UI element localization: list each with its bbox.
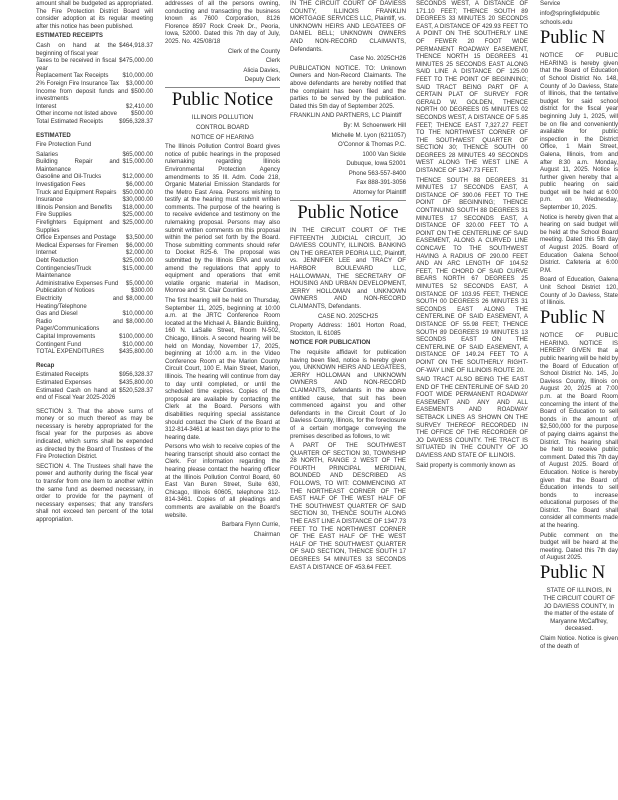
budget-line-label: Estimated Expenses <box>36 378 92 386</box>
budget-line-label: Estimated Cash on hand at end of Fiscal Year 2025-2026 <box>36 386 117 402</box>
legal-description-cont-1: SECONDS WEST, A DISTANCE OF 171.10 FEET; THENCE SOUTH 89 DEGREES 33 MINUTES 20 SECONDS EAST, A DISTANCE OF 429.93 FEET TO A POINT ON THE SOUTHERLY LINE OF FEWER 20 FOOT WIDE PERMANENT ROADWAY EASEMENT, THENCE NORTH 15 DEGREES 41 MINUTES 25 SECONDS EAST ALONG SAID LINE A DISTANCE OF 125.00 FEET TO THE POINT OF BEGINNING; SAID TRACT BEING PART OF A CERTAIN PLAT OF SURVEY FOR GERALD W. GOLDEN, THENCE NORTH 00 DEGREES 05 MINUTES 02 SECONDS WEST, A DISTANCE OF 5.85 FEET; THENCE EAST 7,327.27 FEET TO THE NORTHWEST CORNER OF THE SOUTHWEST QUARTER OF SECTION 30; THENCE SOUTH 00 DEGREES 28 MINUTES 49 SECONDS WEST ALONG THE WEST LINE A DISTANCE OF 1347.73 FEET. <box>416 0 528 175</box>
budget-line-label: Electricity and Heating/Telephone <box>36 294 123 310</box>
case-caption-2: IN THE CIRCUIT COURT OF THE FIFTEENTH JUDICIAL CIRCUIT, JO DAVIESS COUNTY, ILLINOIS. BANKING ON THE GREATER PEORIA LLC, Plaintiff, vs. JENNIFER LEE and TRACY OF HARBOR BOULEVARD LLC, HALLOWMAN, THE SECRETARY OF HOUSING AND URBAN DEVELOPMENT, JERRY HOLLOMAN and UNKNOWN OWNERS AND NON-RECORD CLAIMANTS, Defendants. <box>290 227 406 311</box>
chairman-title: Chairman <box>253 530 280 538</box>
budget-line-value: $12,000.00 <box>122 173 153 181</box>
budget-line <box>36 219 153 234</box>
budget-line <box>36 196 153 204</box>
budget-line-value: $65,000.00 <box>122 150 153 158</box>
property-address: Property Address: 1601 Horton Road, Stockton, IL 61085 <box>290 322 406 337</box>
budget-line-label: Truck and Equipment Repairs <box>36 188 117 196</box>
hearing-body-2: The first hearing will be held on Thursday, September 11, 2025, beginning at 10:00 a.m. at the JRTC Conference Room located at the Michael A. Bilandic Building, 160 N. LaSalle Street, Room N-502, Chicago, Illinois. A second hearing will be held on Monday, November 17, 2025, beginning at 10:00 a.m. in the Video Conference Room at the Marion County Circuit Court, 100 E. Main Street, Marion, Illinois. The hearing will continue from day to day until completed, or until the scheduled time expires. Copies of the proposal are available by contacting the Clerk at the Board. Persons with disabilities requiring special assistance should contact the Clerk of the Board at 312-814-3461 at least ten days prior to the hearing date. <box>165 297 280 441</box>
budget-line-label: Radio and Pager/Communications <box>36 317 123 333</box>
budget-line-label: Estimated Receipts <box>36 371 89 379</box>
budget-line-label: Internet <box>36 249 57 257</box>
budget-line <box>36 280 153 288</box>
budget-line-value: $956,328.37 <box>119 117 153 125</box>
budget-line-label: Interest <box>36 102 57 110</box>
hearing-body-1: The Illinois Pollution Control Board gives notice of public hearings in the proposed rulemaking regarding Illinois Environmental Protection Agency amendments to 35 Ill. Adm. Code 218, Organic Material Emission Standards for the Metro East Area. Persons wishing to testify at the hearing must submit written comments. The purpose of the hearing is to receive evidence and testimony on the rulemaking proposal. Persons may also submit written comments on this proposal within the period set forth by the Board. Those submitting comments should refer to Docket R25-6. The proposal was submitted by the Illinois EPA and would amend the regulations that apply to equipment and operations that emit volatile organic material in Madison, Monroe and St. Clair Counties. <box>165 143 280 295</box>
budget-line-value: $15,000.00 <box>122 158 153 166</box>
property-known-as: Said property is commonly known as <box>416 461 516 469</box>
deputy-title: Deputy Clerk <box>244 76 280 84</box>
budget-line-label: Capital Improvements <box>36 332 96 340</box>
budget-line-label: Fire Supplies <box>36 211 72 219</box>
budget-line-value: $500.00 <box>130 87 153 95</box>
public-notice-heading: Public Notice <box>171 89 274 110</box>
budget-line <box>36 249 153 257</box>
budget-line-value: $25,000.00 <box>122 211 153 219</box>
budget-line-value: $6,000.00 <box>125 181 153 189</box>
budget-line <box>36 371 153 379</box>
chairman-name: Barbara Flynn Currie, <box>221 521 280 529</box>
budget-line-value: $300.00 <box>130 287 153 295</box>
budget-line-value: $10,000.00 <box>122 72 153 80</box>
attorney-line-6: Fax 888-391-3056 <box>356 179 406 187</box>
budget-line-value: $500.00 <box>130 110 153 118</box>
budget-line-label: Building Repair and Maintenance <box>36 158 120 173</box>
budget-line-label: 2% Foreign Fire Insurance Tax <box>36 79 119 87</box>
estimated-title: ESTIMATED <box>36 131 71 139</box>
column-foreclosure-notice <box>290 0 406 800</box>
budget-line-value: $475,000.00 <box>119 57 153 65</box>
public-notice-heading-3: Public N <box>540 27 606 48</box>
budget-line-label: Contingent Fund <box>36 340 82 348</box>
publication-body: The requisite affidavit for publication having been filed, notice is hereby given you, UNKNOWN HEIRS AND LEGATEES, JERRY HOLLOMAN and UNKNOWN OWNERS AND NON-RECORD CLAIMANTS, defendants in the above entitled cause, that suit has been commenced against you and other defendants in the Circuit Court of Jo Daviess County, Illinois, for the foreclosure of a certain mortgage conveying the premises described as follows, to wit: <box>290 348 406 440</box>
budget-line <box>36 310 153 318</box>
budget-line-value: $6,000.00 <box>125 241 153 249</box>
budget-line-label: Publication of Notices <box>36 287 95 295</box>
bond-hearing-notice: NOTICE OF PUBLIC HEARING. NOTICE IS HEREBY GIVEN that a public hearing will be held by the Board of Education of School District No. 145, Jo Daviess County, Illinois on August 20, 2025 at 7:00 p.m. at the Board Room concerning the intent of the Board of Education to sell bonds in the amount of $2,500,000 for the purpose of paying claims against the District. This hearing shall be held to receive public comment. Dated this 7th day of August 2025. Board of Education. Notice is hereby given that the Board of Education intends to sell bonds to increase educational purposes of the District. The Board shall consider all comments made at the hearing. <box>540 332 618 530</box>
budget-line <box>36 110 153 118</box>
budget-intro: amount shall be budgeted as appropriated. The Fire Protection District Board will consider adoption at its regular meeting after this notice has been published. <box>36 0 153 30</box>
budget-line <box>36 387 153 402</box>
budget-line-value: $8,000.00 <box>125 317 153 325</box>
publication-notice-1: PUBLICATION NOTICE. TO: Unknown Owners and Non-Record Claimants. The above defendants are hereby notified that the complaint has been filed and the parties to be served by the publication. Dated this 5th day of September 2025. <box>290 64 406 110</box>
budget-line <box>36 204 153 212</box>
column-budget <box>36 0 153 800</box>
budget-line <box>36 181 153 189</box>
estimated-receipts-title: ESTIMATED RECEIPTS <box>36 32 103 40</box>
budget-line-value: $3,000.00 <box>125 79 153 87</box>
budget-line <box>36 72 153 80</box>
budget-line-label: Total Estimated Receipts <box>36 117 104 125</box>
budget-line <box>36 42 153 57</box>
budget-line-label: Replacement Tax Receipts <box>36 72 109 80</box>
budget-line-label: Administrative Expenses Fund <box>36 279 119 287</box>
budget-line-label: Office Expenses and Postage <box>36 234 117 242</box>
budget-line <box>36 88 153 103</box>
budget-line-label: Gasoline and Oil-Trucks <box>36 173 102 181</box>
budget-line <box>36 242 153 250</box>
budget-line <box>36 348 153 356</box>
budget-line-label: Other income not listed above <box>36 110 117 118</box>
plaintiff-firm: FRANKLIN AND PARTNERS, LC Plaintiff <box>290 112 402 120</box>
board-of-education: Board of Education, Galena Unit School District 120, County of Jo Daviess, State of Illinois. <box>540 276 618 307</box>
budget-line-value: $15,000.00 <box>122 264 153 272</box>
receipts-lines <box>36 42 153 126</box>
budget-line-value: $435,800.00 <box>119 348 153 356</box>
budget-line-value: $10,000.00 <box>122 340 153 348</box>
section-3: SECTION 3. That the above sums of money or so much thereof as may be necessary is hereby appropriated for the fiscal year for the purposes as above indicated, which sums shall be expended as directed by the Board of Trustees of the Fire Protection District. <box>36 407 153 461</box>
budget-line <box>36 80 153 88</box>
claim-notice: Claim Notice. Notice is given of the death of <box>540 635 618 650</box>
attorney-line-7: Attorney for Plaintiff <box>352 189 406 197</box>
budget-line-value: $3,500.00 <box>125 234 153 242</box>
dba-notice: addresses of all the persons owning, conducting and transacting the business known as 7600 Corporation, 8126 Florence 8597 Rock Creek Dr., Peoria, Iowa, 52000. Dated this 7th day of July, 2025. No. 425/08/18 <box>165 0 280 45</box>
budget-line <box>36 211 153 219</box>
budget-line-value: $520,528.37 <box>119 386 153 394</box>
attorney-line-5: Phone 563-557-8400 <box>348 169 406 177</box>
budget-line-label: TOTAL EXPENDITURES <box>36 348 104 356</box>
attorney-line-4: Dubuque, Iowa 52001 <box>346 160 406 168</box>
attorney-line-1: Michelle M. Lyon (6211057) <box>331 131 406 139</box>
expenditures-sub: Fire Protection Fund <box>36 141 92 149</box>
column-school-notices <box>540 0 618 800</box>
budget-line-label: Firefighters Equipment and Supplies <box>36 219 120 234</box>
public-notice-heading-4: Public N <box>540 307 606 328</box>
budget-line-value: $100,000.00 <box>119 332 153 340</box>
budget-line <box>36 341 153 349</box>
budget-line-label: Salaries <box>36 150 59 158</box>
budget-line-label: Insurance <box>36 196 63 204</box>
recap-title: Recap <box>36 361 55 369</box>
budget-line <box>36 333 153 341</box>
bond-hearing-dated: Public comment on the budget will be heard at the meeting. Dated this 7th day of August 2025. <box>540 531 618 562</box>
board-name-1: ILLINOIS POLLUTION <box>191 114 254 122</box>
budget-line <box>36 151 153 159</box>
budget-line-label: Contingencies/Truck Maintenance <box>36 264 92 280</box>
budget-line <box>36 379 153 387</box>
budget-line-value: $2,000.00 <box>125 249 153 257</box>
public-notice-heading-2: Public Notice <box>297 202 399 223</box>
budget-line <box>36 295 153 310</box>
budget-line <box>36 287 153 295</box>
budget-hearing-notice: NOTICE OF PUBLIC HEARING is hereby given that the Board of Education of School District No. 148, County of Jo Daviess, State of Illinois, that the tentative budget for said school district for the fiscal year beginning July 1, 2025, will be on file and conveniently available for public inspection in the District Office, 1 Main Street, Galena, Illinois, from and after 8:30 a.m. Monday, August 11, 2025. Notice is further given hereby that a public hearing on said budget will be held at 6:00 p.m. on Wednesday, September 10, 2025. <box>540 52 618 212</box>
budget-line-label: Medical Expenses for Firemen <box>36 241 119 249</box>
attorney-by: By: M. Schoenwerk Hill <box>343 121 406 129</box>
hearing-body-3: Persons who wish to receive copies of the hearing transcript should also contact the Clerk. For information regarding the hearing please contact the hearing officer at the Illinois Pollution Control Board, 60 East Van Buren Street, Suite 630, Chicago, Illinois 60605, telephone 312-814-3461. Copies of all pleadings and comments are available on the Board's website. <box>165 443 280 519</box>
budget-line-value: $50,000.00 <box>122 188 153 196</box>
service-domain: schools.edu <box>540 19 573 27</box>
budget-line-value: $435,800.00 <box>119 378 153 386</box>
budget-line <box>36 265 153 280</box>
budget-line-value: $2,410.00 <box>125 102 153 110</box>
column-pollution-notice <box>165 0 280 800</box>
clerk-title: Clerk <box>265 57 280 65</box>
budget-line <box>36 234 153 242</box>
case-caption-1: IN THE CIRCUIT COURT OF DAVIESS COUNTY, ILLINOIS FRANKLIN MORTGAGE SERVICES LLC, Plaintiff, vs. UNKNOWN HEIRS AND LEGATEES OF DANIEL BELL; UNKNOWN OWNERS AND NON-RECORD CLAIMANTS, Defendants. <box>290 0 406 53</box>
case-number-2: CASE NO. 2025CH25 <box>318 312 378 320</box>
budget-line-value: $464,918.37 <box>119 41 153 49</box>
budget-line <box>36 189 153 197</box>
budget-line-value: $5,000.00 <box>125 279 153 287</box>
budget-line-value: $30,000.00 <box>122 196 153 204</box>
hearing-title: NOTICE OF HEARING <box>191 133 254 141</box>
estate-caption: STATE OF ILLINOIS, IN THE CIRCUIT COURT OF JO DAVIESS COUNTY, In the matter of the estate of Maryanne McCaffrey, deceased. <box>543 587 615 633</box>
budget-line <box>36 158 153 173</box>
budget-line-label: Taxes to be received in fiscal year <box>36 57 117 72</box>
budget-line-value: $10,000.00 <box>122 310 153 318</box>
budget-line <box>36 57 153 72</box>
deputy-name: Alicia Davies, <box>243 66 280 74</box>
budget-line <box>36 173 153 181</box>
budget-line-value: $956,328.37 <box>119 371 153 379</box>
service-email: info@springfieldpublic <box>540 9 600 17</box>
attorney-line-3: 1000 Van Sickle <box>362 150 406 158</box>
budget-line <box>36 118 153 126</box>
column-legal-description <box>416 0 528 800</box>
budget-line-label: Income from deposit funds and investments <box>36 87 128 103</box>
budget-line <box>36 257 153 265</box>
budget-line-label: Cash on hand at the beginning of fiscal year <box>36 41 117 57</box>
legal-description: A PART OF THE SOUTHWEST QUARTER OF SECTION 30, TOWNSHIP 28 NORTH, RANGE 2 WEST OF THE FOURTH PRINCIPAL MERIDIAN, BOUNDED AND DESCRIBED AS FOLLOWS, TO WIT: COMMENCING AT THE NORTHEAST CORNER OF THE EAST HALF OF THE WEST HALF OF THE SOUTHWEST QUARTER OF SAID SECTION 30, THENCE SOUTH ALONG THE EAST LINE A DISTANCE OF 1347.73 FEET TO THE NORTHWEST CORNER OF THE EAST HALF OF THE WEST HALF OF THE SOUTHWEST QUARTER OF SAID SECTION, THENCE SOUTH 17 DEGREES 54 MINUTES 33 SECONDS EAST A DISTANCE OF 453.64 FEET. <box>290 442 406 571</box>
service-line: Service <box>540 0 561 7</box>
budget-line-value: $25,000.00 <box>122 257 153 264</box>
legal-description-cont-3: SAID TRACT ALSO BEING THE EAST END OF THE CENTERLINE OF SAID 20 FOOT WIDE PERMANENT ROADWAY EASEMENT AND ANY AND ALL EASEMENTS AND ROADWAY SETBACK LINES AS SHOWN ON THE SURVEY THEREOF RECORDED IN THE OFFICE OF THE RECORDER OF JO DAVIESS COUNTY. THE TRACT IS SITUATED IN THE COUNTY OF JO DAVIESS AND STATE OF ILLINOIS. <box>416 376 528 460</box>
budget-hearing-notice-2: Notice is hereby given that a hearing on said budget will be held at the School Board meeting. Dated this 5th day of August 2025. Board of Education Galena School District. Cafeteria at 6:00 P.M. <box>540 213 618 274</box>
legal-description-cont-2: THENCE SOUTH 88 DEGREES 31 MINUTES 17 SECONDS EAST, A DISTANCE OF 390.06 FEET TO THE POINT OF BEGINNING; THENCE CONTINUING SOUTH 88 DEGREES 31 MINUTES 17 SECONDS EAST, A DISTANCE OF 320.00 FEET TO A POINT ON THE CENTERLINE OF SAID EASEMENT, ALONG A CURVED LINE CONCAVE TO THE SOUTHWEST HAVING A RADIUS OF 290.00 FEET AND AN ARC LENGTH OF 104.52 FEET, THE CHORD OF SAID CURVE BEARS NORTH 67 DEGREES 25 MINUTES 52 SECONDS EAST, A DISTANCE OF 103.95 FEET; THENCE SOUTH 00 DEGREES 26 MINUTES 31 SECONDS EAST ALONG THE CENTERLINE OF SAID EASEMENT, A DISTANCE OF 55.98 FEET; THENCE SOUTH 89 DEGREES 19 MINUTES 13 SECONDS EAST ON THE CENTERLINE OF SAID EASEMENT, A DISTANCE OF 149.24 FEET TO A POINT ON THE SOUTHERLY RIGHT-OF-WAY LINE OF ILLINOIS ROUTE 20. <box>416 176 528 374</box>
case-number-1: Case No. 2025CH26 <box>349 55 406 63</box>
budget-line-label: Debt Reduction <box>36 257 79 264</box>
budget-line-value: $18,000.00 <box>122 203 153 211</box>
budget-line-value: $8,000.00 <box>125 294 153 302</box>
budget-line <box>36 103 153 111</box>
recap-lines <box>36 371 153 401</box>
notice-for-publication-title: NOTICE FOR PUBLICATION <box>290 339 371 347</box>
attorney-line-2: O'Connor & Thomas P.C. <box>337 141 406 149</box>
public-notice-heading-5: Public N <box>540 563 606 584</box>
budget-line <box>36 318 153 333</box>
clerk-name: Clerk of the County <box>227 47 280 55</box>
expenditure-lines <box>36 151 153 356</box>
board-name-2: CONTROL BOARD <box>196 123 249 131</box>
budget-line-label: Gas and Diesel <box>36 310 78 318</box>
budget-line-label: Investigation Fees <box>36 181 86 189</box>
section-4: SECTION 4. The Trustees shall have the power and authority during the fiscal year to transfer from one item to another within the same fund as deemed necessary, in order to provide for the payment of necessary expenses; that any transfers shall not exceed ten percent of the total appropriation. <box>36 462 153 523</box>
budget-line-label: Illinois Pension and Benefits <box>36 203 113 211</box>
budget-line-value: $25,000.00 <box>122 219 153 227</box>
